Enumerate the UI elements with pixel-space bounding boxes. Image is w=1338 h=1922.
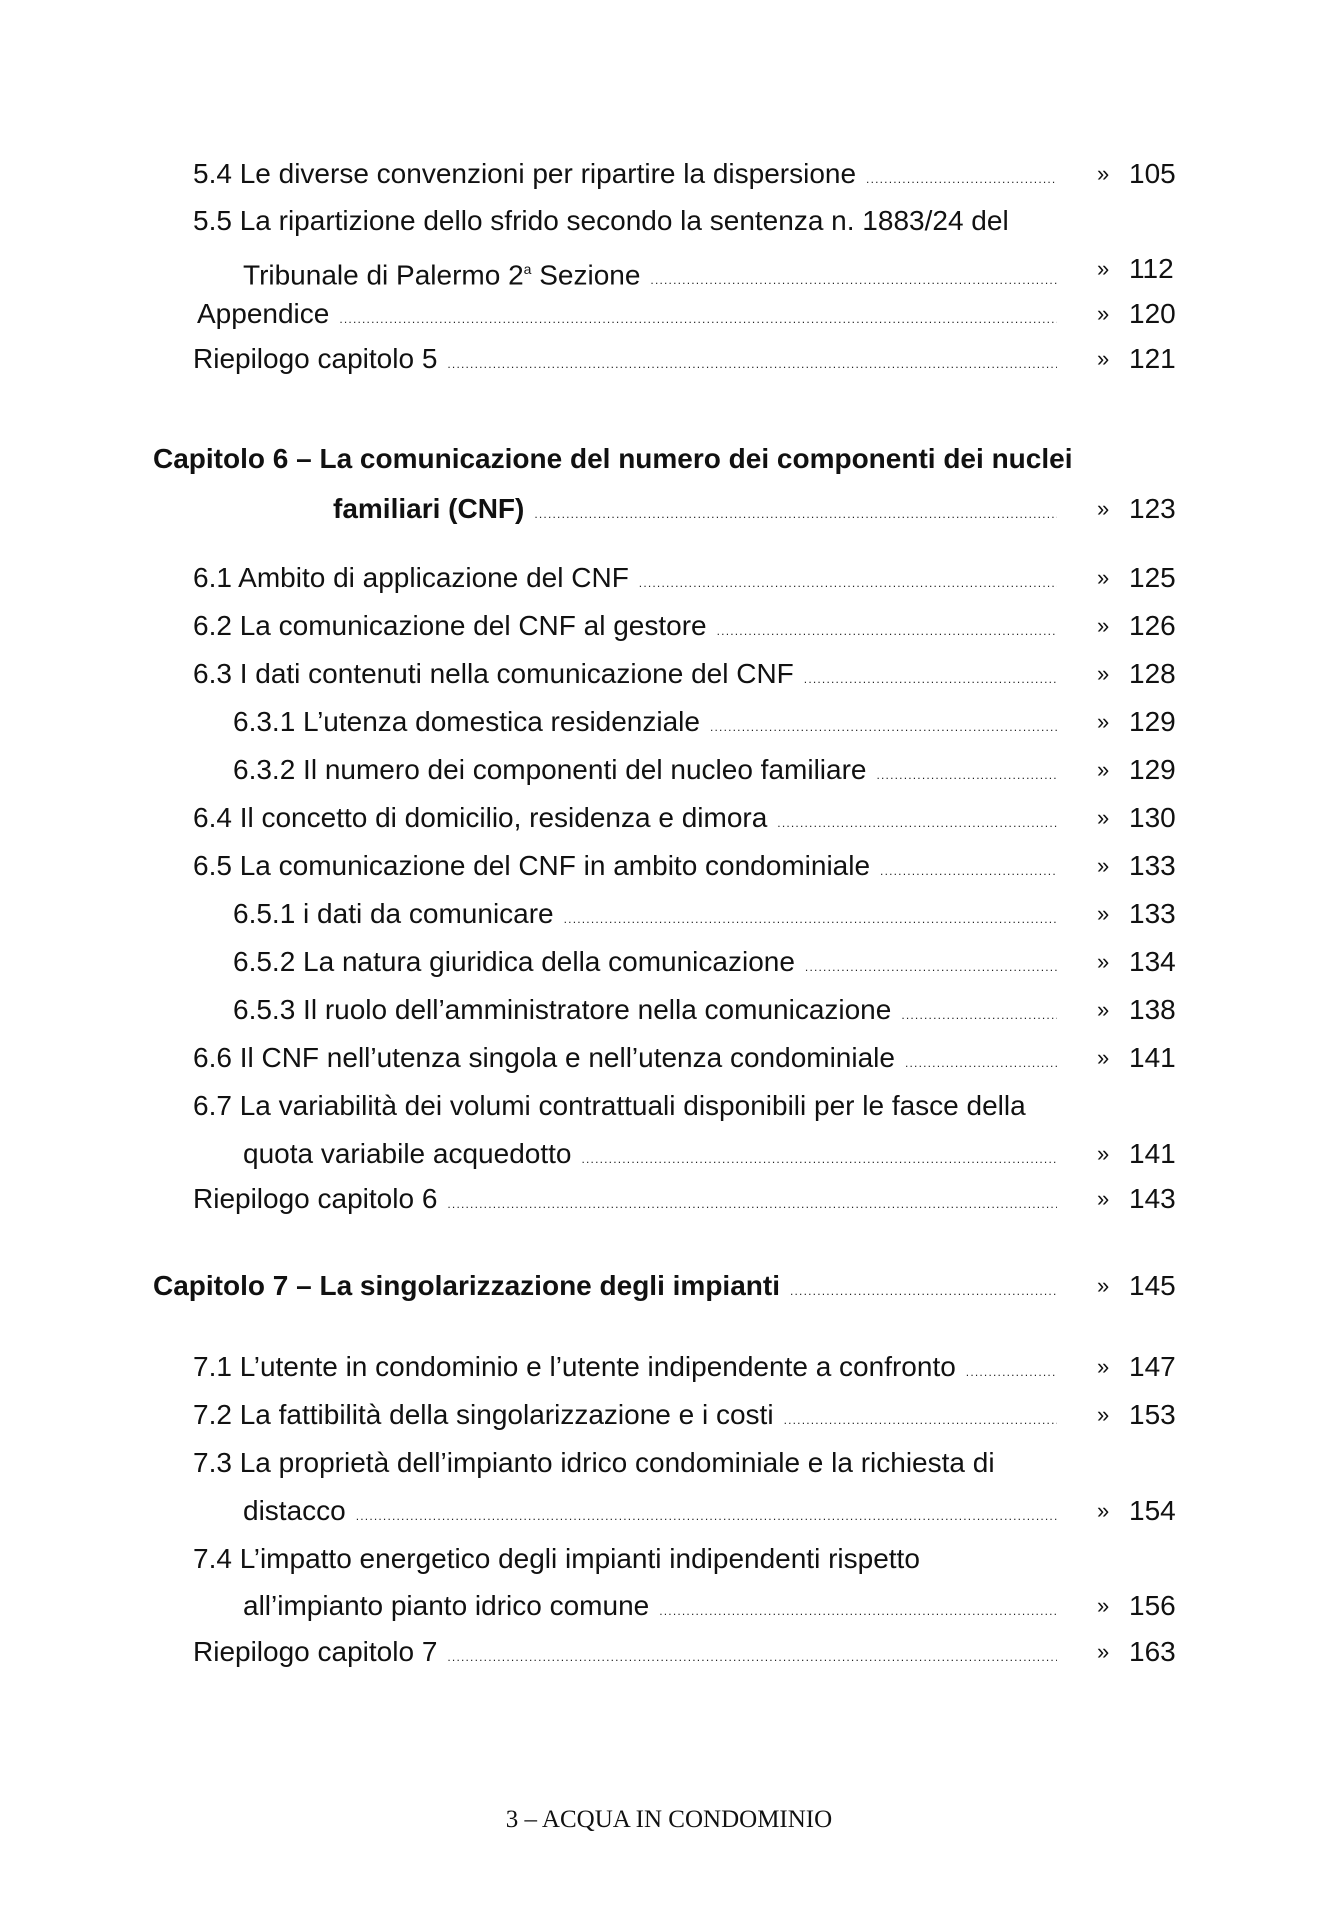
dot-leader xyxy=(777,799,1057,847)
toc-entry-7-4-continued[interactable] xyxy=(243,1582,1077,1630)
toc-entry-title: quota variabile acquedotto xyxy=(243,1138,572,1169)
toc-entry-6-7-continued[interactable] xyxy=(243,1130,1077,1178)
toc-entry-6-5[interactable] xyxy=(193,842,1077,890)
toc-page-number: 145 xyxy=(1129,1270,1176,1301)
toc-page-number: 141 xyxy=(1129,1042,1176,1073)
page-marker: » xyxy=(1097,1354,1110,1379)
page-marker: » xyxy=(1097,1639,1110,1664)
page-marker: » xyxy=(1097,613,1110,638)
toc-page-number: 154 xyxy=(1129,1495,1176,1526)
toc-entry-title: 6.5.3 Il ruolo dell’amministratore nella comunicazione xyxy=(233,994,892,1025)
page-marker: » xyxy=(1097,997,1110,1022)
toc-entry-title: 6.4 Il concetto di domicilio, residenza e dimora xyxy=(193,802,768,833)
toc-page-number: 105 xyxy=(1129,158,1176,189)
toc-entry-title: distacco xyxy=(243,1495,346,1526)
toc-page-number: 133 xyxy=(1129,850,1176,881)
page-marker: » xyxy=(1097,661,1110,686)
toc-entry-5-5[interactable] xyxy=(193,197,1009,245)
dot-leader xyxy=(905,1039,1057,1087)
dot-leader xyxy=(534,490,1057,538)
toc-entry-6-7[interactable] xyxy=(193,1082,1026,1130)
dot-leader xyxy=(356,1492,1057,1540)
toc-page-number: 134 xyxy=(1129,946,1176,977)
toc-chapter-6[interactable] xyxy=(153,435,1072,483)
toc-entry-riepilogo-7[interactable] xyxy=(193,1628,1077,1676)
toc-chapter-title: Capitolo 6 – La comunicazione del numero dei componenti dei nuclei xyxy=(153,443,1073,474)
dot-leader xyxy=(880,847,1057,895)
toc-page-number: 129 xyxy=(1129,706,1176,737)
dot-leader xyxy=(447,340,1057,388)
toc-entry-title: 6.7 La variabilità dei volumi contrattuali disponibili per le fasce della xyxy=(193,1090,1026,1121)
page-marker: » xyxy=(1097,1273,1110,1298)
toc-page-number: 143 xyxy=(1129,1183,1176,1214)
page-marker: » xyxy=(1097,853,1110,878)
toc-entry-title: 6.3.2 Il numero dei componenti del nucleo familiare xyxy=(233,754,867,785)
toc-entry-6-3[interactable] xyxy=(193,650,1077,698)
toc-chapter-title: familiari (CNF) xyxy=(333,493,525,524)
toc-entry-title: 6.3.1 L’utenza domestica residenziale xyxy=(233,706,700,737)
dot-leader xyxy=(710,703,1057,751)
toc-entry-title: 5.4 Le diverse convenzioni per ripartire la dispersione xyxy=(193,158,857,189)
toc-entry-title: Appendice xyxy=(197,298,330,329)
page-marker: » xyxy=(1097,1593,1110,1618)
toc-entry-6-2[interactable] xyxy=(193,602,1077,650)
page-marker: » xyxy=(1097,1045,1110,1070)
toc-entry-6-5-2[interactable] xyxy=(233,938,1077,986)
toc-entry-6-1[interactable] xyxy=(193,554,1077,602)
toc-entry-7-4[interactable] xyxy=(193,1535,920,1583)
toc-page-number: 112 xyxy=(1129,253,1174,284)
page-marker: » xyxy=(1097,901,1110,926)
toc-page-number: 147 xyxy=(1129,1351,1176,1382)
dot-leader xyxy=(866,155,1057,203)
toc-entry-riepilogo-5[interactable] xyxy=(193,335,1077,383)
dot-leader xyxy=(639,559,1057,607)
toc-entry-7-1[interactable] xyxy=(193,1343,1077,1391)
page-marker: » xyxy=(1097,256,1110,281)
toc-entry-title: 7.1 L’utente in condominio e l’utente indipendente a confronto xyxy=(193,1351,956,1382)
toc-page-number: 133 xyxy=(1129,898,1176,929)
toc-entry-title: 6.5.2 La natura giuridica della comunicazione xyxy=(233,946,795,977)
toc-page-number: 129 xyxy=(1129,754,1176,785)
toc-entry-6-5-1[interactable] xyxy=(233,890,1077,938)
toc-entry-title: 6.5 La comunicazione del CNF in ambito condominiale xyxy=(193,850,871,881)
dot-leader xyxy=(717,607,1057,655)
toc-entry-riepilogo-6[interactable] xyxy=(193,1175,1077,1223)
toc-chapter-6-continued[interactable] xyxy=(333,485,1077,533)
page-marker: » xyxy=(1097,161,1110,186)
toc-entry-title: 6.3 I dati contenuti nella comunicazione del CNF xyxy=(193,658,794,689)
page-marker: » xyxy=(1097,565,1110,590)
toc-page-number: 138 xyxy=(1129,994,1176,1025)
toc-entry-title: 6.2 La comunicazione del CNF al gestore xyxy=(193,610,707,641)
page-marker: » xyxy=(1097,346,1110,371)
dot-leader xyxy=(784,1396,1057,1444)
toc-page-number: 156 xyxy=(1129,1590,1176,1621)
toc-entry-title: 6.5.1 i dati da comunicare xyxy=(233,898,554,929)
toc-page-number: 141 xyxy=(1129,1138,1176,1169)
page-marker: » xyxy=(1097,1141,1110,1166)
toc-entry-title: Riepilogo capitolo 7 xyxy=(193,1636,438,1667)
page-marker: » xyxy=(1097,496,1110,521)
page-marker: » xyxy=(1097,709,1110,734)
toc-page-number: 121 xyxy=(1129,343,1176,374)
toc-entry-title: Tribunale di Palermo 2$^a$ Sezione xyxy=(243,259,641,291)
toc-entry-title: 5.5 La ripartizione dello sfrido secondo la sentenza n. 1883/24 del xyxy=(193,205,1009,236)
toc-page-number: 125 xyxy=(1129,562,1176,593)
toc-entry-7-3-continued[interactable] xyxy=(243,1487,1077,1535)
toc-page-number: 130 xyxy=(1129,802,1176,833)
page-marker: » xyxy=(1097,805,1110,830)
toc-entry-title: 6.1 Ambito di applicazione del CNF xyxy=(193,562,629,593)
dot-leader xyxy=(804,655,1057,703)
toc-entry-7-2[interactable] xyxy=(193,1391,1077,1439)
toc-entry-title: 6.6 Il CNF nell’utenza singola e nell’utenza condominiale xyxy=(193,1042,895,1073)
dot-leader xyxy=(901,991,1057,1039)
toc-entry-title: 7.3 La proprietà dell’impianto idrico condominiale e la richiesta di xyxy=(193,1447,995,1478)
toc-entry-title: Riepilogo capitolo 6 xyxy=(193,1183,438,1214)
toc-chapter-7[interactable] xyxy=(153,1262,1077,1310)
toc-entry-6-3-1[interactable] xyxy=(233,698,1077,746)
toc-entry-title: 7.4 L’impatto energetico degli impianti indipendenti rispetto xyxy=(193,1543,920,1574)
page-footer: 3 – ACQUA IN CONDOMINIO xyxy=(505,1806,833,1833)
toc-page-number: 128 xyxy=(1129,658,1176,689)
toc-entry-6-6[interactable] xyxy=(193,1034,1077,1082)
page-marker: » xyxy=(1097,301,1110,326)
dot-leader xyxy=(447,1180,1057,1228)
toc-page-number: 153 xyxy=(1129,1399,1176,1430)
toc-entry-5-4[interactable] xyxy=(193,150,1077,198)
page-marker: » xyxy=(1097,1402,1110,1427)
dot-leader xyxy=(876,751,1057,799)
page-marker: » xyxy=(1097,1498,1110,1523)
toc-entry-5-5-continued[interactable] xyxy=(243,245,1077,293)
toc-entry-title: 7.2 La fattibilità della singolarizzazione e i costi xyxy=(193,1399,774,1430)
page-marker: » xyxy=(1097,757,1110,782)
dot-leader xyxy=(790,1267,1057,1315)
toc-entry-6-3-2[interactable] xyxy=(233,746,1077,794)
toc-entry-6-4[interactable] xyxy=(193,794,1077,842)
toc-entry-appendice[interactable] xyxy=(197,290,1077,338)
toc-page-number: 120 xyxy=(1129,298,1176,329)
dot-leader xyxy=(805,943,1057,991)
toc-page-number: 163 xyxy=(1129,1636,1176,1667)
toc-entry-title: all’impianto pianto idrico comune xyxy=(243,1590,650,1621)
superscript: a xyxy=(523,261,532,277)
dot-leader xyxy=(966,1348,1057,1396)
toc-chapter-title: Capitolo 7 – La singolarizzazione degli impianti xyxy=(153,1270,780,1301)
dot-leader xyxy=(447,1633,1057,1681)
page-marker: » xyxy=(1097,949,1110,974)
dot-leader xyxy=(564,895,1057,943)
toc-entry-6-5-3[interactable] xyxy=(233,986,1077,1034)
toc-page-number: 123 xyxy=(1129,493,1176,524)
toc-entry-7-3[interactable] xyxy=(193,1439,995,1487)
toc-page-number: 126 xyxy=(1129,610,1176,641)
toc-entry-title: Riepilogo capitolo 5 xyxy=(193,343,438,374)
page-marker: » xyxy=(1097,1186,1110,1211)
